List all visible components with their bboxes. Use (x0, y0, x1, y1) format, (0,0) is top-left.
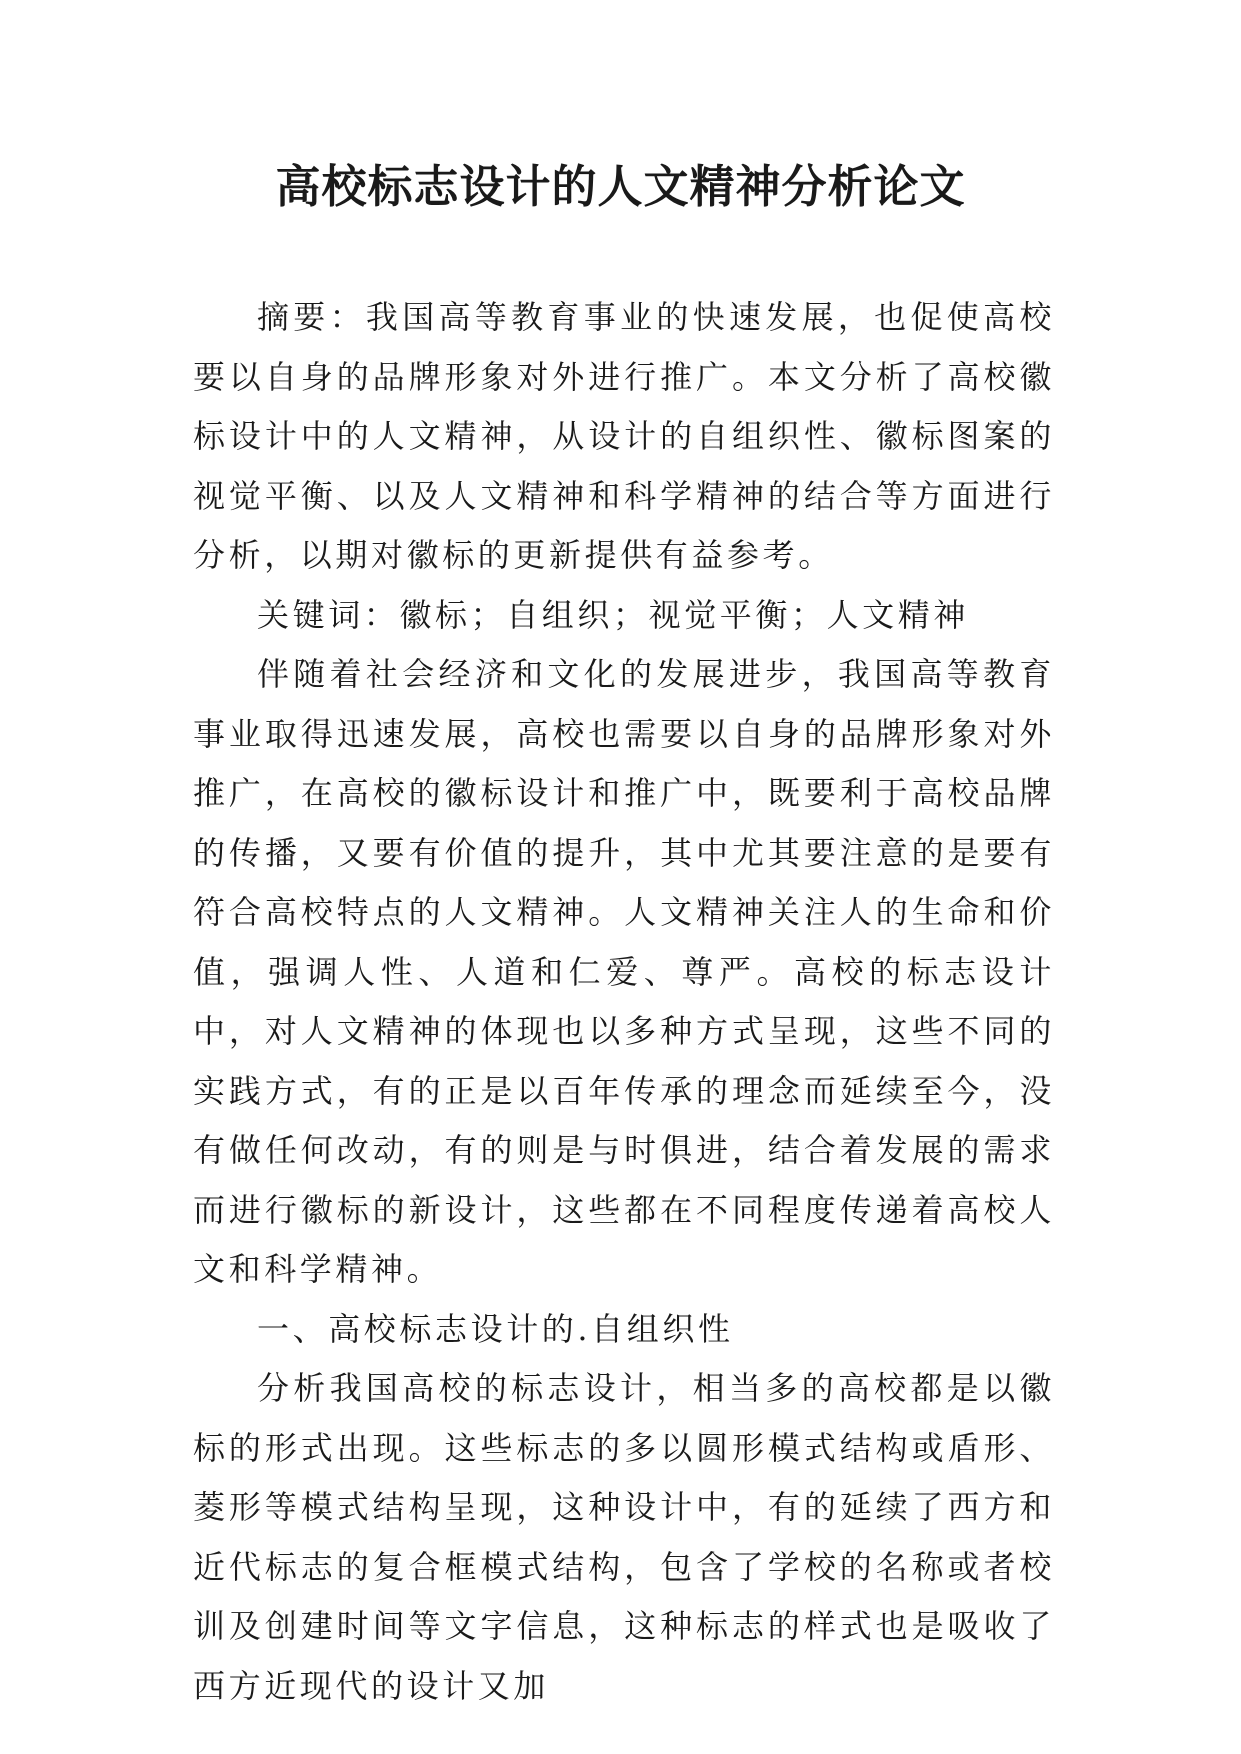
document-body (193, 288, 1055, 1716)
document-title: 高校标志设计的人文精神分析论文 (275, 160, 966, 213)
keywords-paragraph: 关键词：徽标；自组织；视觉平衡；人文精神 (257, 595, 970, 634)
abstract-paragraph: 摘要：我国高等教育事业的快速发展，也促使高校要以自身的品牌形象对外进行推广。本文分析了高校徽标设计中的人文精神，从设计的自组织性、徽标图案的视觉平衡、以及人文精神和科学精神的结合等方面进行分析，以期对徽标的更新提供有益参考。 (193, 298, 1055, 574)
body-paragraph-1: 伴随着社会经济和文化的发展进步，我国高等教育事业取得迅速发展，高校也需要以自身的品牌形象对外推广，在高校的徽标设计和推广中，既要利于高校品牌的传播，又要有价值的提升，其中尤其要注意的是要有符合高校特点的人文精神。人文精神关注人的生命和价值，强调人性、人道和仁爱、尊严。高校的标志设计中，对人文精神的体现也以多种方式呈现，这些不同的实践方式，有的正是以百年传承的理念而延续至今，没有做任何改动，有的则是与时俱进，结合着发展的需求而进行徽标的新设计，这些都在不同程度传递着高校人文和科学精神。 (193, 655, 1055, 1288)
body-paragraph-2: 分析我国高校的标志设计，相当多的高校都是以徽标的形式出现。这些标志的多以圆形模式结构或盾形、菱形等模式结构呈现，这种设计中，有的延续了西方和近代标志的复合框模式结构，包含了学校的名称或者校训及创建时间等文字信息，这种标志的样式也是吸收了西方近现代的设计又加 (193, 1369, 1055, 1705)
section-heading-1: 一、高校标志设计的.自组织性 (257, 1309, 734, 1348)
